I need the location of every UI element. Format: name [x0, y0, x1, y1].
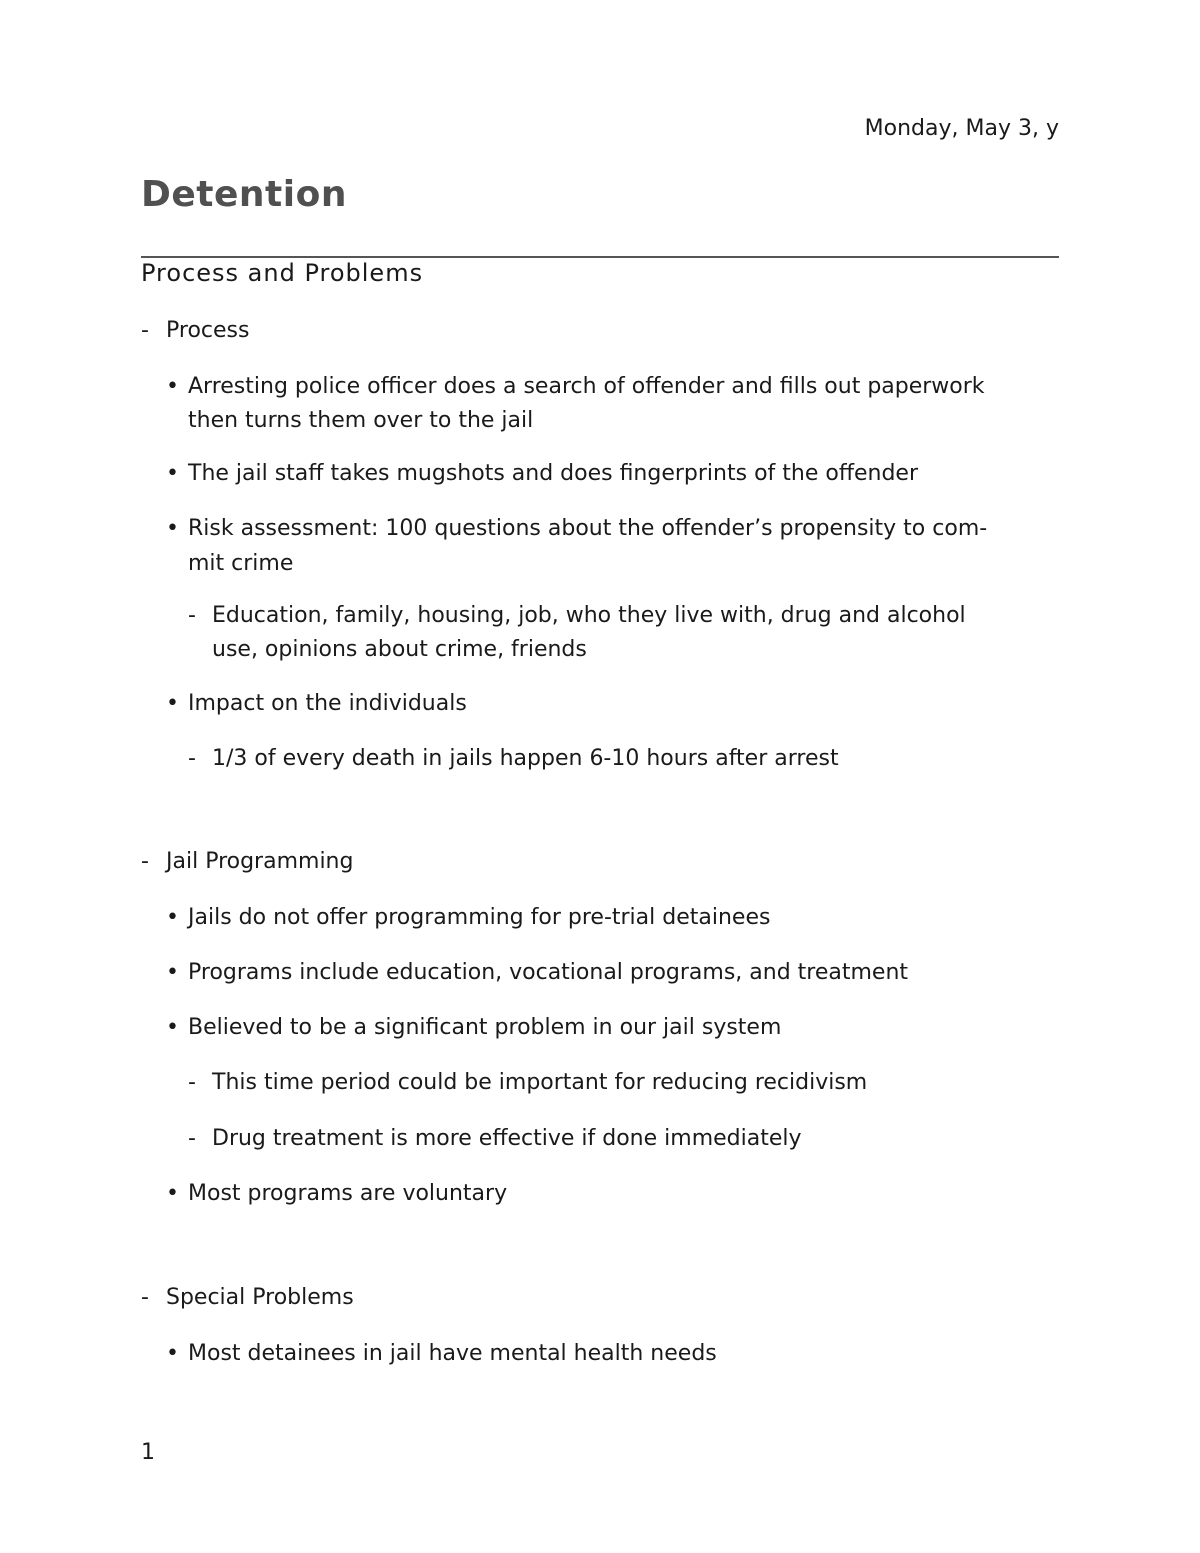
dash-marker: -: [141, 318, 149, 343]
page-number: 1: [141, 1440, 155, 1465]
list-item: Most programs are voluntary: [188, 1181, 508, 1206]
list-item: Believed to be a significant problem in our jail system: [188, 1015, 782, 1040]
dash-marker: -: [188, 746, 196, 771]
list-item: Most detainees in jail have mental health needs: [188, 1341, 717, 1366]
bullet-marker: •: [166, 1341, 179, 1366]
list-item: Risk assessment: 100 questions about the offender’s propensity to com-: [188, 516, 988, 541]
list-item: The jail staff takes mugshots and does fingerprints of the offender: [188, 461, 919, 486]
bullet-marker: •: [166, 1181, 179, 1206]
sub-list-item: 1/3 of every death in jails happen 6-10 hours after arrest: [212, 746, 839, 771]
bullet-marker: •: [166, 960, 179, 985]
list-item: Arresting police officer does a search of offender and fills out paperwork: [188, 374, 985, 399]
bullet-marker: •: [166, 516, 179, 541]
document-subtitle: Process and Problems: [141, 259, 424, 287]
dash-marker: -: [188, 1126, 196, 1151]
sub-list-item-continuation: use, opinions about crime, friends: [212, 637, 587, 662]
bullet-marker: •: [166, 374, 179, 399]
list-item-continuation: mit crime: [188, 551, 294, 576]
dash-marker: -: [141, 1285, 149, 1310]
section-heading-process: Process: [166, 318, 250, 343]
title-divider: [141, 256, 1059, 258]
document-date: Monday, May 3, y: [864, 116, 1059, 141]
document-title: Detention: [141, 174, 347, 215]
list-item: Jails do not offer programming for pre-trial detainees: [188, 905, 771, 930]
dash-marker: -: [188, 1070, 196, 1095]
sub-list-item: Education, family, housing, job, who they live with, drug and alcohol: [212, 603, 966, 628]
bullet-marker: •: [166, 691, 179, 716]
dash-marker: -: [141, 849, 149, 874]
bullet-marker: •: [166, 1015, 179, 1040]
bullet-marker: •: [166, 461, 179, 486]
dash-marker: -: [188, 603, 196, 628]
list-item-continuation: then turns them over to the jail: [188, 408, 534, 433]
sub-list-item: This time period could be important for reducing recidivism: [212, 1070, 868, 1095]
list-item: Impact on the individuals: [188, 691, 467, 716]
list-item: Programs include education, vocational programs, and treatment: [188, 960, 909, 985]
sub-list-item: Drug treatment is more effective if done immediately: [212, 1126, 802, 1151]
section-heading-special-problems: Special Problems: [166, 1285, 354, 1310]
section-heading-jail-programming: Jail Programming: [166, 849, 354, 874]
bullet-marker: •: [166, 905, 179, 930]
